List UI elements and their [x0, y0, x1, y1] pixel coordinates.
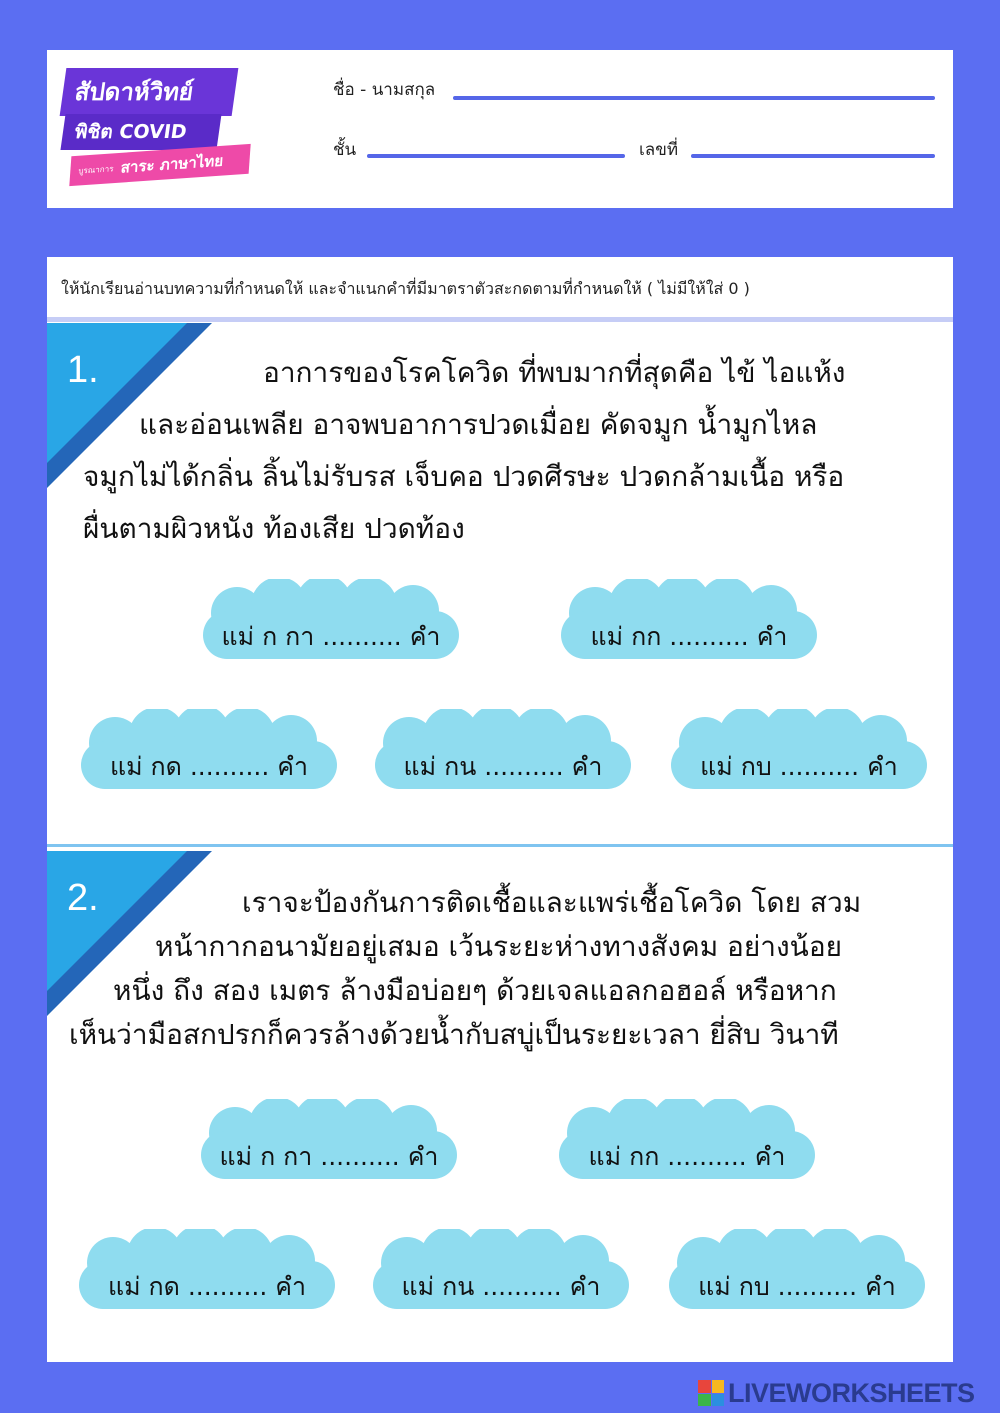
- section-1-line-2: และอ่อนเพลีย อาจพบอาการปวดเมื่อย คัดจมูก น้ำมูกไหล: [139, 408, 818, 441]
- number-label: เลขที่: [639, 140, 679, 160]
- liveworksheets-brand: LIVEWORKSHEETS: [728, 1377, 975, 1408]
- section-2-cloud-kor-ka: [195, 1099, 463, 1181]
- logo-line-3: [69, 144, 250, 186]
- section-2-answer-kor-ka[interactable]: แม่ ก กา .......... คำ: [219, 1142, 439, 1171]
- instruction-divider: [47, 317, 953, 322]
- logo-line-3-small: บูรณาการ: [78, 164, 114, 176]
- section-2-line-2: หน้ากากอนามัยอยู่เสมอ เว้นระยะห่างทางสังคม อย่างน้อย: [155, 930, 843, 963]
- section-1-number: 1.: [67, 349, 99, 391]
- class-field[interactable]: [367, 154, 625, 158]
- liveworksheets-logo: [698, 1376, 975, 1410]
- section-2-line-4: เห็นว่ามือสกปรกก็ควรล้างด้วยน้ำกับสบู่เป็นระยะเวลา ยี่สิบ วินาที: [69, 1018, 839, 1051]
- section-1-answer-kor-ka[interactable]: แม่ ก กา .......... คำ: [221, 622, 441, 651]
- section-1-answer-kod[interactable]: แม่ กด .......... คำ: [109, 752, 309, 781]
- instruction-text: ให้นักเรียนอ่านบทความที่กำหนดให้ และจำแนกคำที่มีมาตราตัวสะกดตามที่กำหนดให้ ( ไม่มีให้ใส่ 0 ): [61, 279, 750, 298]
- logo-line-1: สัปดาห์วิทย์: [60, 68, 239, 116]
- logo-line-2: พิชิต COVID: [60, 114, 221, 150]
- section-2-number: 2.: [67, 877, 99, 919]
- section-1-answer-kob[interactable]: แม่ กบ .......... คำ: [700, 752, 898, 781]
- section-1-line-1: อาการของโรคโควิด ที่พบมากที่สุดคือ ไข้ ไอแห้ง: [263, 356, 846, 389]
- section-1-answer-kon[interactable]: แม่ กน .......... คำ: [403, 752, 603, 781]
- section-divider: [47, 844, 953, 847]
- section-2-line-3: หนึ่ง ถึง สอง เมตร ล้างมือบ่อยๆ ด้วยเจลแอลกอฮอล์ หรือหาก: [113, 974, 837, 1007]
- name-field[interactable]: [453, 96, 935, 100]
- header-card: [47, 50, 953, 208]
- number-field[interactable]: [691, 154, 935, 158]
- section-2-answer-kod[interactable]: แม่ กด .......... คำ: [107, 1272, 307, 1301]
- section-2-cloud-kon: [367, 1229, 635, 1311]
- section-1-cloud-kon: [369, 709, 637, 791]
- name-label: ชื่อ - นามสกุล: [333, 80, 436, 100]
- section-2-cloud-kok: [553, 1099, 821, 1181]
- section-2-line-1: เราจะป้องกันการติดเชื้อและแพร่เชื้อโควิด โดย สวม: [242, 886, 862, 919]
- section-1-line-3: จมูกไม่ได้กลิ่น ลิ้นไม่รับรส เจ็บคอ ปวดศีรษะ ปวดกล้ามเนื้อ หรือ: [83, 460, 845, 493]
- section-2-answer-kob[interactable]: แม่ กบ .......... คำ: [698, 1272, 896, 1301]
- covid-week-logo: [63, 68, 253, 188]
- liveworksheets-icon: [698, 1380, 724, 1406]
- section-1-cloud-kod: [75, 709, 343, 791]
- section-2-cloud-kod: [73, 1229, 341, 1311]
- logo-line-3-text: สาระ ภาษาไทย: [120, 151, 224, 177]
- section-1-cloud-kok: [555, 579, 823, 661]
- section-1-cloud-kor-ka: [197, 579, 465, 661]
- section-1-cloud-kob: [665, 709, 933, 791]
- worksheet-card: [47, 257, 953, 1362]
- section-2-cloud-kob: [663, 1229, 931, 1311]
- section-1-answer-kok[interactable]: แม่ กก .......... คำ: [590, 622, 788, 651]
- section-2-answer-kon[interactable]: แม่ กน .......... คำ: [401, 1272, 601, 1301]
- class-label: ชั้น: [333, 140, 357, 160]
- section-2-answer-kok[interactable]: แม่ กก .......... คำ: [588, 1142, 786, 1171]
- section-1-line-4: ผื่นตามผิวหนัง ท้องเสีย ปวดท้อง: [83, 512, 465, 545]
